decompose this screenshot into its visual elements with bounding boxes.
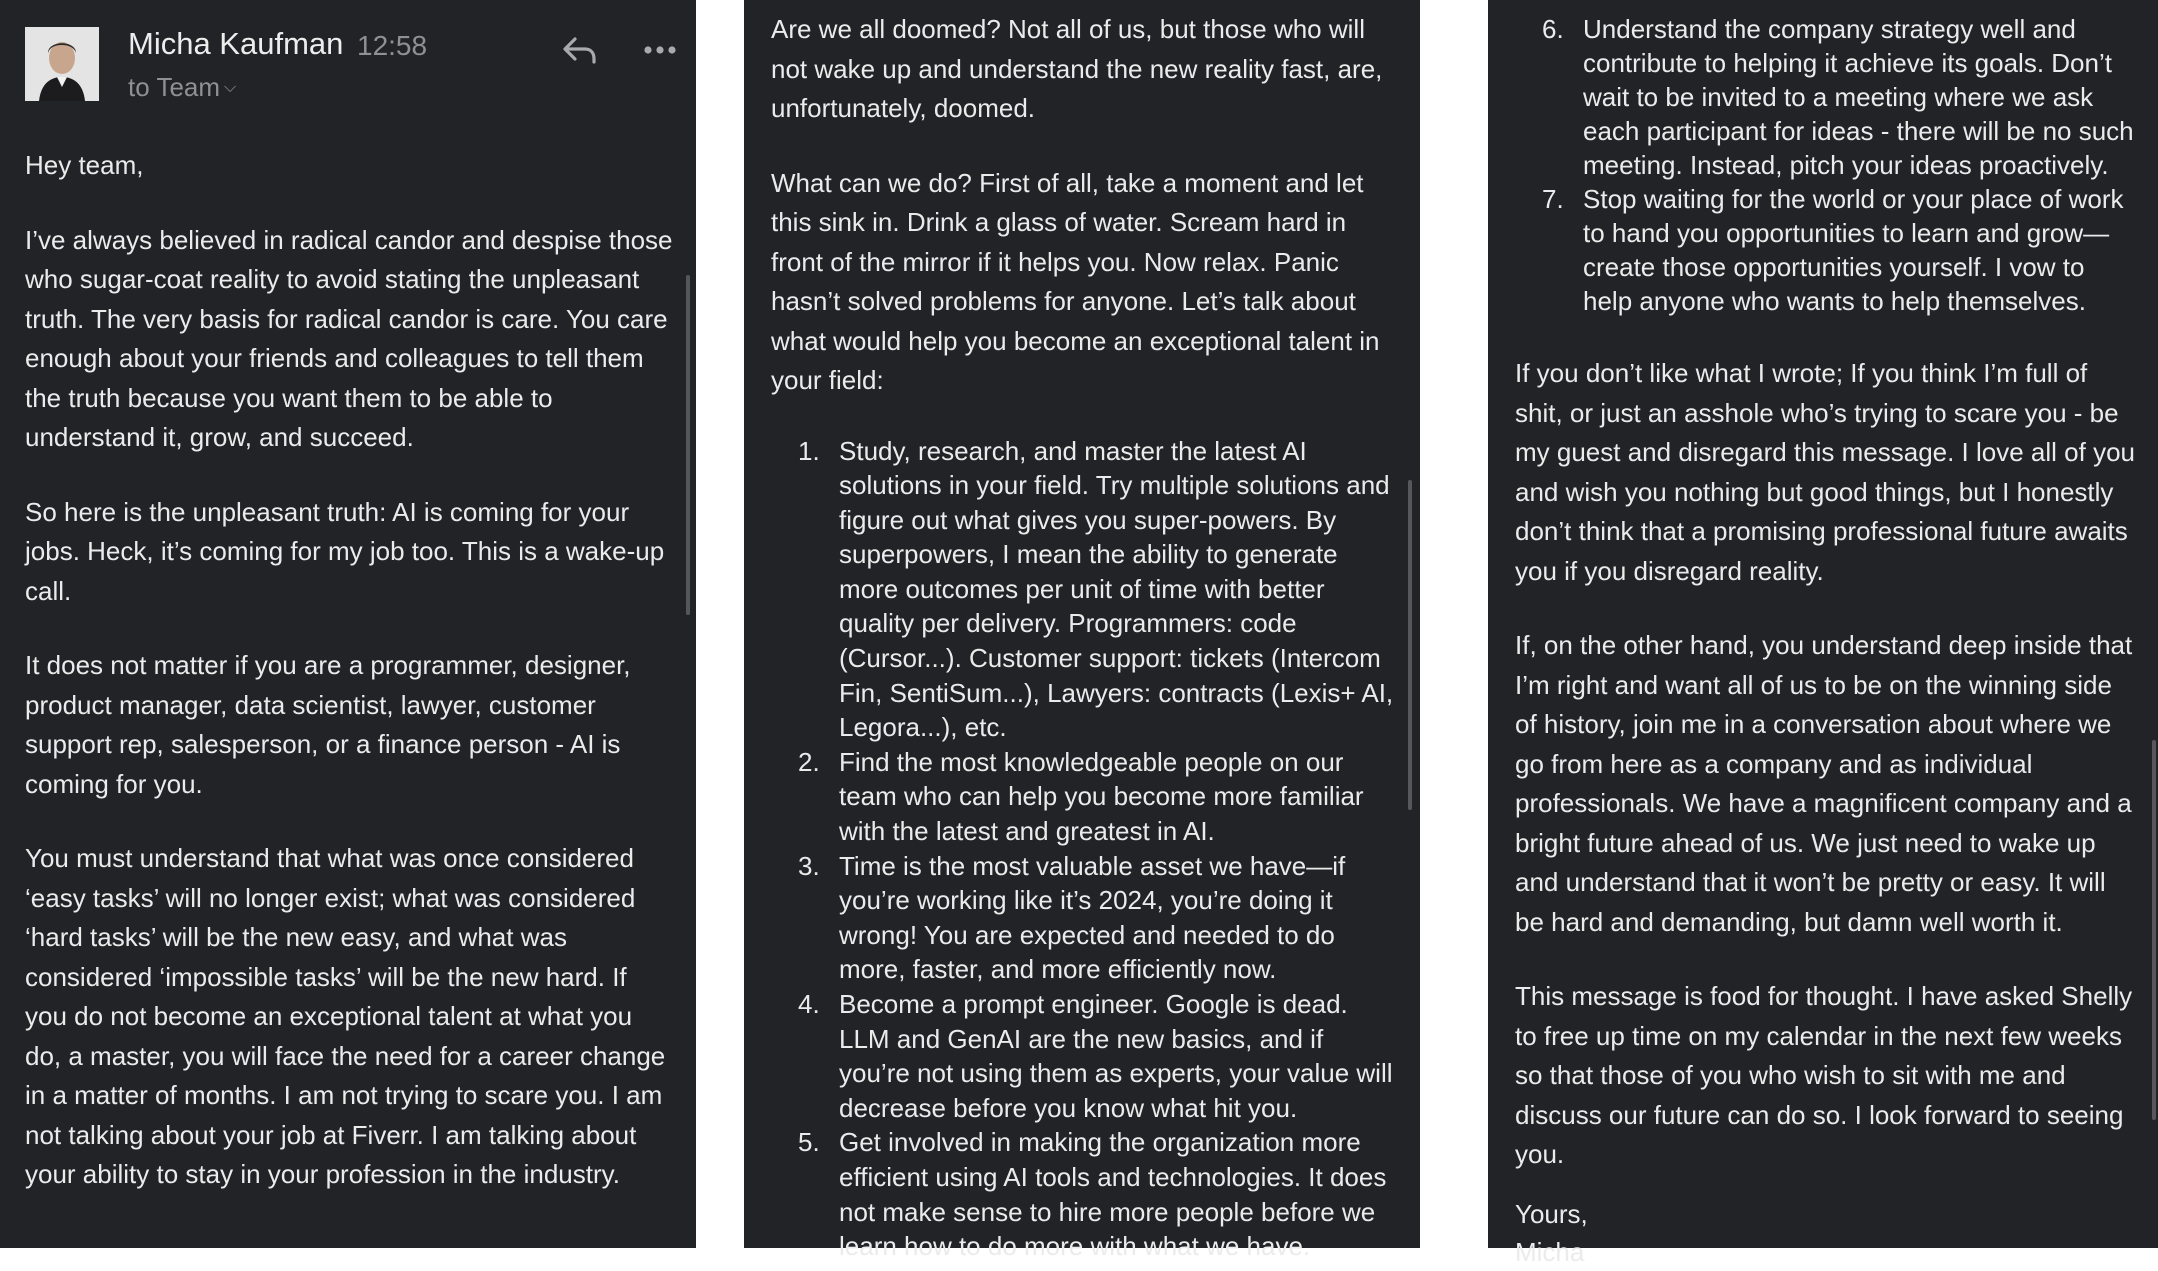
email-panel-3 (1488, 0, 2158, 1267)
list-item-text: Time is the most valuable asset we have—if you’re working like it’s 2024, you’re doing it wrong! You are expected and needed to do more, faster, and more efficiently now. (839, 850, 1346, 985)
paragraph: You must understand that what was once considered ‘easy tasks’ will no longer exist; what was considered ‘hard tasks’ will be the new easy, and what was considered ‘impossible tasks’ will be the new hard. If you do not become an exceptional talent at what you do, a master, you will face the need for a career change in a matter of months. I am not trying to scare you. I am not talking about your job at Fiverr. I am talking about your ability to stay in your profession in the industry. (25, 843, 666, 1189)
recipient-selector[interactable] (128, 72, 236, 103)
more-options-icon[interactable] (642, 30, 678, 70)
list-item-text: Understand the company strategy well and contribute to helping it achieve its goals. Don’t wait to be invited to a meeting where we ask each participant for ideas - there will be no such meeting. Instead, pitch your ideas proactively. (1583, 14, 2134, 180)
email-panel-2 (744, 0, 1420, 1262)
email-body-part-1 (25, 146, 675, 1230)
greeting: Hey team, (25, 150, 144, 180)
list-item-text: Become a prompt engineer. Google is dead. LLM and GenAI are the new basics, and if you’re not using them as experts, your value will decrease before you know what hit you. (839, 989, 1393, 1123)
list-item-text: Study, research, and master the latest AI solutions in your field. Try multiple solutions and figure out what gives you super-powers. By superpowers, I mean the ability to generate more outcomes per unit of time with better quality per delivery. Programmers: code (Cursor...). Customer support: tickets (Intercom Fin, SentiSum...), Lawyers: contracts (Lexis+ AI, Legora...), etc. (839, 435, 1394, 743)
advice-list (771, 434, 1401, 1264)
signature: Micha (1515, 1236, 1585, 1267)
scrollbar[interactable] (1408, 480, 1412, 810)
list-item-text: Find the most knowledgeable people on our team who can help you become more familiar with the latest and greatest in AI. (839, 746, 1364, 847)
email-panel-1 (0, 0, 696, 1248)
list-number: 6. (1542, 14, 1564, 44)
avatar[interactable] (25, 27, 99, 101)
paragraph: Are we all doomed? Not all of us, but those who will not wake up and understand the new reality fast, are, unfortunately, doomed. (771, 14, 1383, 123)
scrollbar[interactable] (2152, 740, 2156, 1120)
list-number: 1. (798, 435, 820, 466)
paragraph: This message is food for thought. I have asked Shelly to free up time on my calendar in the next few weeks so that those of you who wish to sit with me and discuss our future can do so. I look forward to seeing you. (1515, 981, 2133, 1169)
scrollbar[interactable] (686, 275, 690, 615)
list-item-text: Get involved in making the organization more efficient using AI tools and technologies. It does not make sense to hire more people before we learn how to do more with what we have. (839, 1127, 1387, 1262)
paragraph: It does not matter if you are a programmer, designer, product manager, data scientist, lawyer, customer support rep, salesperson, or a finance person - AI is coming for you. (25, 650, 631, 799)
list-item (1515, 182, 2135, 318)
list-number: 5. (798, 1127, 820, 1158)
list-item (1515, 12, 2135, 182)
email-body-part-3 (1515, 354, 2135, 1271)
list-number: 3. (798, 850, 820, 881)
list-item (771, 1125, 1401, 1263)
reply-icon[interactable] (560, 30, 600, 70)
list-number: 7. (1542, 184, 1564, 214)
paragraph: I’ve always believed in radical candor and despise those who sugar-coat reality to avoid stating the unpleasant truth. The very basis for radical candor is care. You care enough about your friends and colleagues to tell them the truth because you want them to be able to understand it, grow, and succeed. (25, 224, 673, 452)
list-item (771, 987, 1401, 1125)
list-item-text: Stop waiting for the world or your place of work to hand you opportunities to learn and grow—create those opportunities yourself. I vow to help anyone who wants to help themselves. (1583, 184, 2124, 316)
timestamp: 12:58 (357, 30, 428, 61)
list-item (771, 745, 1401, 849)
list-item (771, 434, 1401, 745)
avatar-photo-icon (25, 27, 99, 101)
advice-list-continued (1515, 12, 2135, 318)
advice-list (1515, 12, 2135, 318)
signoff: Yours, (1515, 1198, 1588, 1229)
paragraph: If, on the other hand, you understand deep inside that I’m right and want all of us to be on the winning side of history, join me in a conversation about where we go from here as a company and as individual professionals. We have a magnificent company and a bright future ahead of us. We just need to wake up and understand that it won’t be pretty or easy. It will be hard and demanding, but damn well worth it. (1515, 630, 2133, 937)
sender-name[interactable]: Micha Kaufman (128, 26, 344, 61)
list-number: 4. (798, 989, 820, 1019)
recipient-label: to Team (128, 72, 221, 102)
chevron-down-icon: ⌵ (224, 79, 237, 96)
list-number: 2. (798, 746, 820, 777)
list-item (771, 849, 1401, 987)
paragraph: What can we do? First of all, take a moment and let this sink in. Drink a glass of water. Scream hard in front of the mirror if it helps you. Now relax. Panic hasn’t solved problems for anyone. Let’s talk about what would help you become an exceptional talent in your field: (771, 167, 1380, 395)
paragraph: So here is the unpleasant truth: AI is coming for your jobs. Heck, it’s coming for my job too. This is a wake-up call. (25, 496, 665, 606)
paragraph: If you don’t like what I wrote; If you think I’m full of shit, or just an asshole who’s trying to scare you - be my guest and disregard this message. I love all of you and wish you nothing but good things, but I honestly don’t think that a promising professional future awaits you if you disregard reality. (1515, 358, 2135, 586)
email-body-part-2 (771, 10, 1401, 1264)
